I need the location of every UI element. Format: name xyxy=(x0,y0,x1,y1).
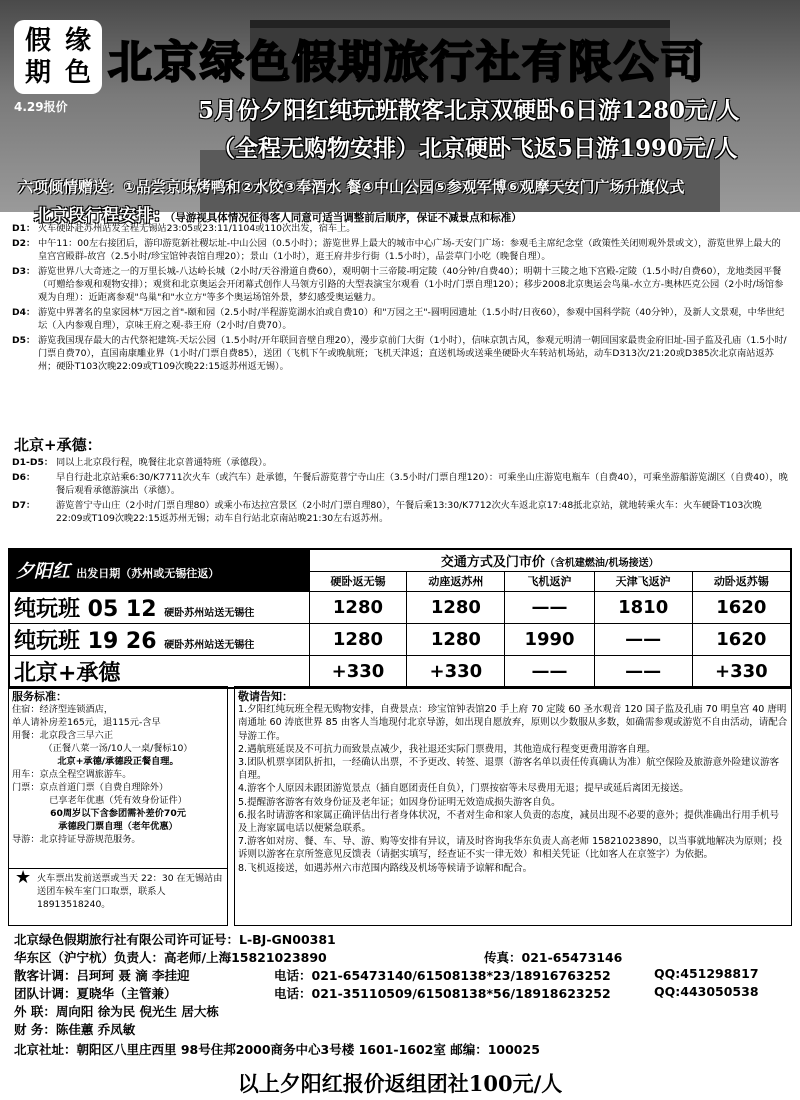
retail-qq: QQ:451298817 xyxy=(654,966,759,981)
transport-header xyxy=(309,549,791,571)
price-cell: 1990 xyxy=(505,623,594,655)
schedule-title: 北京段行程安排： xyxy=(34,206,170,226)
row-title: 纯玩班 05 12 xyxy=(14,596,157,622)
address-text: 北京社址：朝阳区八里庄西里 98号住邦2000商务中心3号楼 1601-1602室 邮编：100025 xyxy=(14,1042,540,1057)
price-cell: 1280 xyxy=(309,623,407,655)
logo-char: 色 xyxy=(64,58,91,88)
finance-staff: 财 务：陈佳蕙 乔凤敏 xyxy=(14,1022,136,1037)
east-manager: 华东区（沪宁杭）负责人：高老师/上海15821023890 xyxy=(14,950,327,965)
retail-staff: 散客计调：吕珂珂 聂 滴 李挂迎 xyxy=(14,968,190,983)
service-title: 服务标准： xyxy=(12,690,67,703)
day-text: 同以上北京段行程，晚餐往北京普通特班（承德段）。 xyxy=(56,457,272,468)
service-line: 北京+承德/承德段正餐自理。 xyxy=(57,756,179,767)
chengde-itinerary xyxy=(12,456,788,527)
price-cell: —— xyxy=(594,623,692,655)
row-label xyxy=(9,655,309,688)
day-key: D5： xyxy=(12,335,36,346)
price-cell: 1280 xyxy=(309,591,407,623)
day-text: 游览世界八大奇迹之一的万里长城-八达岭长城（2小时/天谷滑道自费60），观明朝十三帝陵-明定陵（40分钟/自费40）；明朝十三陵之地下宫殿-定陵（1.5小时/自费60），龙地类园平餐（可赠给参观和观物安排）；观赏和北京奥运会开闭幕式创作人马领方引路的大型表演宝尔观看（1小时/门票自理120）；移步2008北京奥运会鸟巢-水立方-奥林匹克公园（2小时/场馆参观为自理）：近距离参观"鸟巢"和"水立方"等多个奥运场馆外景，梦幻感受奥运魅力。 xyxy=(38,266,784,303)
itinerary-day xyxy=(12,456,788,469)
retail-tel: 电话：021-65473140/61508138*23/18916763252 xyxy=(274,968,611,983)
departure-note: （苏州或无锡往返） xyxy=(120,567,220,581)
company-title: 北京绿色假期旅行社有限公司 xyxy=(108,37,706,88)
row-note: 硬卧苏州站送无锡往 xyxy=(164,607,255,619)
header-banner xyxy=(0,0,800,226)
itinerary-day xyxy=(12,222,788,235)
price-cell: +330 xyxy=(407,655,505,688)
price-cell: —— xyxy=(505,591,594,623)
logo-char: 假 xyxy=(24,26,51,56)
col-header: 硬卧返无锡 xyxy=(309,571,407,591)
service-line: 住宿：经济型连锁酒店， xyxy=(12,704,114,715)
table-row xyxy=(9,591,791,623)
service-line: 60周岁以下含参团需补差价70元 xyxy=(50,808,186,819)
price-cell: +330 xyxy=(692,655,791,688)
notice-item: 6.报名时请游客和家属正确评估出行者身体状况，不者对生命和家人负责的态度，减员出现不必要的意外；提供准确出行用手机号及上海家属电话以便紧急联系。 xyxy=(238,809,780,835)
price-cell: —— xyxy=(505,655,594,688)
row-label xyxy=(9,623,309,655)
row-title: 北京+承德 xyxy=(14,660,121,686)
day-key: D2： xyxy=(12,238,36,249)
notice-item: 7.游客如对房、餐、车、导、游、购等安排有异议，请及时咨询我华东负责人高老师 15821023890，以当事就地解决为原则；投诉则以游客在京所签意见反馈表（请据实填写，经查证不实一律无效）和相关凭证（比如客人在京签字）为依据。 xyxy=(238,836,783,861)
row-label xyxy=(9,591,309,623)
ticket-notice xyxy=(8,868,228,926)
license-text: 北京绿色假期旅行社有限公司许可证号：L-BJ-GN00381 xyxy=(14,932,336,947)
beijing-itinerary xyxy=(12,222,788,375)
notice-item: 4.游客个人原因未跟团游览景点（插自愿团责任自负），门票按宿等未尽费用无退；提早或延后离团无接送。 xyxy=(238,783,689,795)
fax: 传真：021-65473146 xyxy=(484,950,623,965)
col-header: 天津飞返沪 xyxy=(594,571,692,591)
row-title: 纯玩班 19 26 xyxy=(14,628,157,654)
notice-item: 5.提醒游客游客有效身份证及老年证；如因身份证明无效造成损失游客自负。 xyxy=(238,796,561,808)
col-header: 飞机返沪 xyxy=(505,571,594,591)
quote-date: 4.29报价 xyxy=(14,100,68,114)
sunset-label: 夕阳红 xyxy=(16,561,70,583)
headline-5day: （全程无购物安排）北京硬卧飞返5日游1990元/人 xyxy=(212,135,738,162)
service-line: 用餐：北京段含三早六正 xyxy=(12,730,114,741)
company-logo xyxy=(14,20,102,94)
table-row xyxy=(9,623,791,655)
liaison-staff: 外 联：周向阳 徐为民 倪光生 居大栋 xyxy=(14,1004,219,1019)
service-line: 门票：京点首道门票（自费自理除外） xyxy=(12,782,169,793)
table-row xyxy=(9,655,791,688)
price-cell: 1280 xyxy=(407,623,505,655)
day-key: D7： xyxy=(12,500,36,511)
service-line: 导游：北京持证导游规范服务。 xyxy=(12,834,141,845)
price-cell: 1810 xyxy=(594,591,692,623)
service-line: （正餐八菜一汤/10人一桌/餐标10） xyxy=(43,743,193,754)
transport-title: 交通方式及门市价 xyxy=(440,554,545,570)
day-key: D6： xyxy=(12,472,36,483)
departure-label: 出发日期 xyxy=(76,567,121,581)
notice-item: 3.团队机票享团队折扣，一经确认出票，不予更改、转签、退票（游客名单以责任传真确认为准）航空保险及旅游意外险建议游客自理。 xyxy=(238,757,780,782)
day-key: D3： xyxy=(12,266,36,277)
group-staff: 团队计调：夏晓华（主管兼） xyxy=(14,986,177,1001)
service-line: 用车：京点全程空调旅游车。 xyxy=(12,769,132,780)
transport-note: （含机建燃油/机场接送） xyxy=(544,557,659,569)
price-table xyxy=(8,548,792,689)
day-key: D1-D5： xyxy=(12,457,54,468)
notice-title: 敬请告知： xyxy=(238,690,293,703)
day-text: 中午11：00左右接团后，游印游览新社稷坛址-中山公园（0.5小时）；游览世界上最大的城市中心广场-天安门广场：参观毛主席纪念堂（政策性关闭则观外景或文），游览世界上最大的皇宫宫殿群-故宫（2.5小时/珍宝馆钟表馆自理20）；景山（1小时），逛王府井步行街（1.5小时），品尝草门小吃（晚餐自理）。 xyxy=(38,238,781,262)
service-line: 单人请补房差165元，退115元-含早 xyxy=(12,717,161,728)
logo-char: 缘 xyxy=(64,26,91,56)
day-text: 游览中界著名的皇家园林"万园之首"-颐和园（2.5小时/半程游览湖水泊或自费10）和"万园之王"-圆明园遗址（1.5小时/日夜60），参观中国科学院（40分钟），及新人文景观，中华世纪坛（入内参观自理），京味王府之观-恭王府（2小时/自费70）。 xyxy=(38,307,785,331)
group-tel: 电话：021-35110509/61508138*56/18918623252 xyxy=(274,986,611,1001)
gifts-line: 六项倾情赠送：①品尝京味烤鸭和②水饺③奉酒水 餐④中山公园⑤参观军博⑥观摩天安门广场升旗仪式 xyxy=(18,178,685,196)
itinerary-day xyxy=(12,265,788,304)
itinerary-day xyxy=(12,499,788,525)
notice-item: 1.夕阳红纯玩班全程无购物安排，自费景点：珍宝馆钟表馆20 手上府 70 定陵 60 圣水观音 120 国子监及孔庙 70 明皇宫 40 唐明南通址 60 涛底世界 85 由客人当地现付北京导游，如出现自愿放弃，原则以少数服从多数，如确需参观或游览不自由活动，请配合导游工作。 xyxy=(238,704,788,742)
row-note: 硬卧苏州站送无锡往 xyxy=(164,639,255,651)
day-text: 早自行赴北京站乘6:30/K7711次火车（或汽车）赴承德，午餐后游览普宁寺山庄（3.5小时/门票自理120）：可乘坐山庄游览电瓶车（自费40），可乘坐游船游览湖区（自费40），晚餐后观看承德游演出（承德）。 xyxy=(56,472,788,496)
itinerary-day xyxy=(12,306,788,332)
group-qq: QQ:443050538 xyxy=(654,984,759,999)
day-key: D4： xyxy=(12,307,36,318)
star-icon: ★ xyxy=(15,867,32,888)
service-line: 已享老年优惠（凭有效身份证件） xyxy=(49,795,187,806)
price-cell: —— xyxy=(594,655,692,688)
price-cell: 1620 xyxy=(692,623,791,655)
headline-6day: 5月份夕阳红纯玩班散客北京双硬卧6日游1280元/人 xyxy=(198,97,740,124)
itinerary-day xyxy=(12,471,788,497)
departure-header xyxy=(9,549,309,591)
ticket-notice-text: 火车票出发前送票或当天 22：30 在无锡站由送团车候车室门口取票，联系人 18913518240。 xyxy=(37,873,223,910)
notice-item: 8.飞机返接送，如遇苏州六市范围内路线及机场等候请予谅解和配合。 xyxy=(238,862,533,874)
rebate-line: 以上夕阳红报价返组团社100元/人 xyxy=(237,1071,563,1096)
schedule-note: （导游视具体情况征得客人同意可适当调整前后顺序，保证不减景点和标准） xyxy=(170,212,522,224)
day-text: 游览我国现存最大的古代祭祀建筑-天坛公园（1.5小时/开年联回音壁自理20），漫步京前门大街（1小时），信味京凯古风，参观元明清一朝回国家最贵金府旧址-国子监及孔庙（1.5小时/门票自费70），直国南康雕业界（1小时/门票自费85），送团（飞机下午或晚航班；飞机天津返；直送机场或送乘坐硬卧火车转站机场站，动车D313次/21:20或D385次北京南站返苏州；硬卧T103次晚22:09或T109次晚22:15返苏州返无锡）。 xyxy=(38,335,787,372)
notice-box xyxy=(234,686,792,926)
col-header: 动座返苏州 xyxy=(407,571,505,591)
itinerary-day xyxy=(12,237,788,263)
day-text: 游览普宁寺山庄（2小时/门票自理80）或乘小布达拉宫景区（2小时/门票自理80），午餐后乘13:30/K7712次火车返北京17:48抵北京站，就地转乘火车：火车硬卧T103次晚22:09或T109次晚22:15返苏州无锡；动车自行站北京南站晚21:30左右返苏州。 xyxy=(56,500,762,524)
itinerary-day xyxy=(12,334,788,373)
col-header: 动卧返苏锡 xyxy=(692,571,791,591)
chengde-title: 北京+承德： xyxy=(14,436,102,454)
price-cell: 1620 xyxy=(692,591,791,623)
day-text: 火车硬卧赴苏州站发全程无锡站23:05或23:11/1104或110次出发，宿车上。 xyxy=(38,223,356,234)
service-line: 承德段门票自理（老年优惠） xyxy=(58,821,178,832)
logo-char: 期 xyxy=(24,58,51,88)
day-key: D1： xyxy=(12,223,36,234)
price-cell: 1280 xyxy=(407,591,505,623)
price-cell: +330 xyxy=(309,655,407,688)
notice-item: 2.遇航班延误及不可抗力而致景点减少，我社退还实际门票费用，其他造成行程变更费用游客自理。 xyxy=(238,743,656,755)
